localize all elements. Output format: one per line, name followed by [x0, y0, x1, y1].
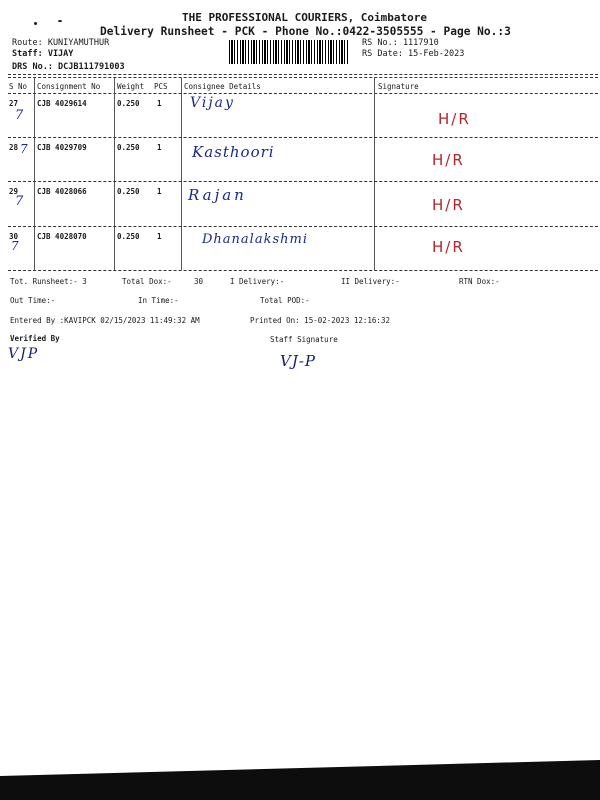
row-sno: 28: [9, 143, 19, 152]
col-divider: [114, 78, 115, 270]
tot-runsheet: Tot. Runsheet:- 3: [10, 277, 87, 286]
total-dox-value: 30: [194, 277, 204, 286]
entered-by: Entered By :KAVIPCK 02/15/2023 11:49:32 AM: [10, 316, 200, 325]
staff-signature: VJ-P: [280, 352, 317, 370]
row-consignee-handwritten: Kasthoori: [192, 143, 275, 161]
row-weight: 0.250: [117, 143, 140, 152]
col-divider: [34, 78, 35, 270]
i-delivery: I Delivery:-: [230, 277, 285, 286]
rs-number: RS No.: 1117910: [362, 38, 439, 48]
verified-by-label: Verified By: [10, 334, 60, 343]
company-title: THE PROFESSIONAL COURIERS, Coimbatore: [182, 11, 428, 24]
row-check-mark: 7: [11, 239, 19, 253]
scan-edge-shadow: [0, 760, 600, 800]
row-consignee-handwritten: Vijay: [190, 95, 235, 111]
row-pcs: 1: [157, 143, 162, 152]
row-sno: 27: [9, 99, 19, 108]
header-rule: [8, 93, 598, 94]
col-divider: [374, 78, 375, 270]
row-consignee-handwritten: Rajan: [188, 186, 247, 204]
table-top-rule: [8, 77, 598, 78]
in-time: In Time:-: [138, 296, 179, 305]
total-dox-label: Total Dox:-: [122, 277, 172, 286]
row-consignee-handwritten: Dhanalakshmi: [202, 232, 308, 247]
ii-delivery: II Delivery:-: [341, 277, 400, 286]
drs-number: DRS No.: DCJB111791003: [12, 62, 125, 72]
row-signature-handwritten: H/R: [432, 238, 465, 256]
row-consignment: CJB 4028070: [37, 232, 87, 241]
row-weight: 0.250: [117, 187, 140, 196]
row-weight: 0.250: [117, 232, 140, 241]
route-label: Route: KUNIYAMUTHUR: [12, 38, 110, 48]
row-signature-handwritten: H/R: [432, 151, 465, 169]
row-pcs: 1: [157, 99, 162, 108]
col-header-consignee: Consignee Details: [184, 82, 261, 91]
row-consignment: CJB 4028066: [37, 187, 87, 196]
row-weight: 0.250: [117, 99, 140, 108]
rtn-dox: RTN Dox:-: [459, 277, 500, 286]
barcode: [229, 40, 349, 64]
staff-label: Staff: VIJAY: [12, 49, 74, 59]
staff-signature-label: Staff Signature: [270, 335, 338, 344]
scan-speck: [58, 20, 62, 22]
total-pod: Total POD:-: [260, 296, 310, 305]
row-rule: [8, 226, 598, 227]
out-time: Out Time:-: [10, 296, 56, 305]
col-header-consignment: Consignment No: [37, 82, 101, 91]
col-header-weight: Weight: [117, 82, 145, 91]
row-check-mark: 7: [20, 142, 28, 156]
rs-date: RS Date: 15-Feb-2023: [362, 49, 465, 59]
row-check-mark: 7: [15, 108, 24, 123]
row-pcs: 1: [157, 232, 162, 241]
row-rule: [8, 181, 598, 182]
row-pcs: 1: [157, 187, 162, 196]
row-sno: 29: [9, 187, 19, 196]
row-sno: 30: [9, 232, 19, 241]
col-header-signature: Signature: [378, 82, 419, 91]
row-check-mark: 7: [15, 194, 24, 209]
row-consignment: CJB 4029614: [37, 99, 87, 108]
row-signature-handwritten: H/R: [438, 110, 471, 128]
row-consignment: CJB 4029709: [37, 143, 87, 152]
scan-speck: [34, 22, 37, 25]
row-rule: [8, 270, 598, 271]
table-top-rule: [8, 74, 598, 75]
col-divider: [181, 78, 182, 270]
runsheet-subtitle: Delivery Runsheet - PCK - Phone No.:0422-3505555 - Page No.:3: [100, 25, 511, 38]
row-rule: [8, 137, 598, 138]
col-header-pcs: PCS: [154, 82, 168, 91]
printed-on: Printed On: 15-02-2023 12:16:32: [250, 316, 390, 325]
verified-by-signature: VJP: [8, 346, 40, 362]
col-header-sno: S No: [9, 82, 28, 91]
row-signature-handwritten: H/R: [432, 196, 465, 214]
